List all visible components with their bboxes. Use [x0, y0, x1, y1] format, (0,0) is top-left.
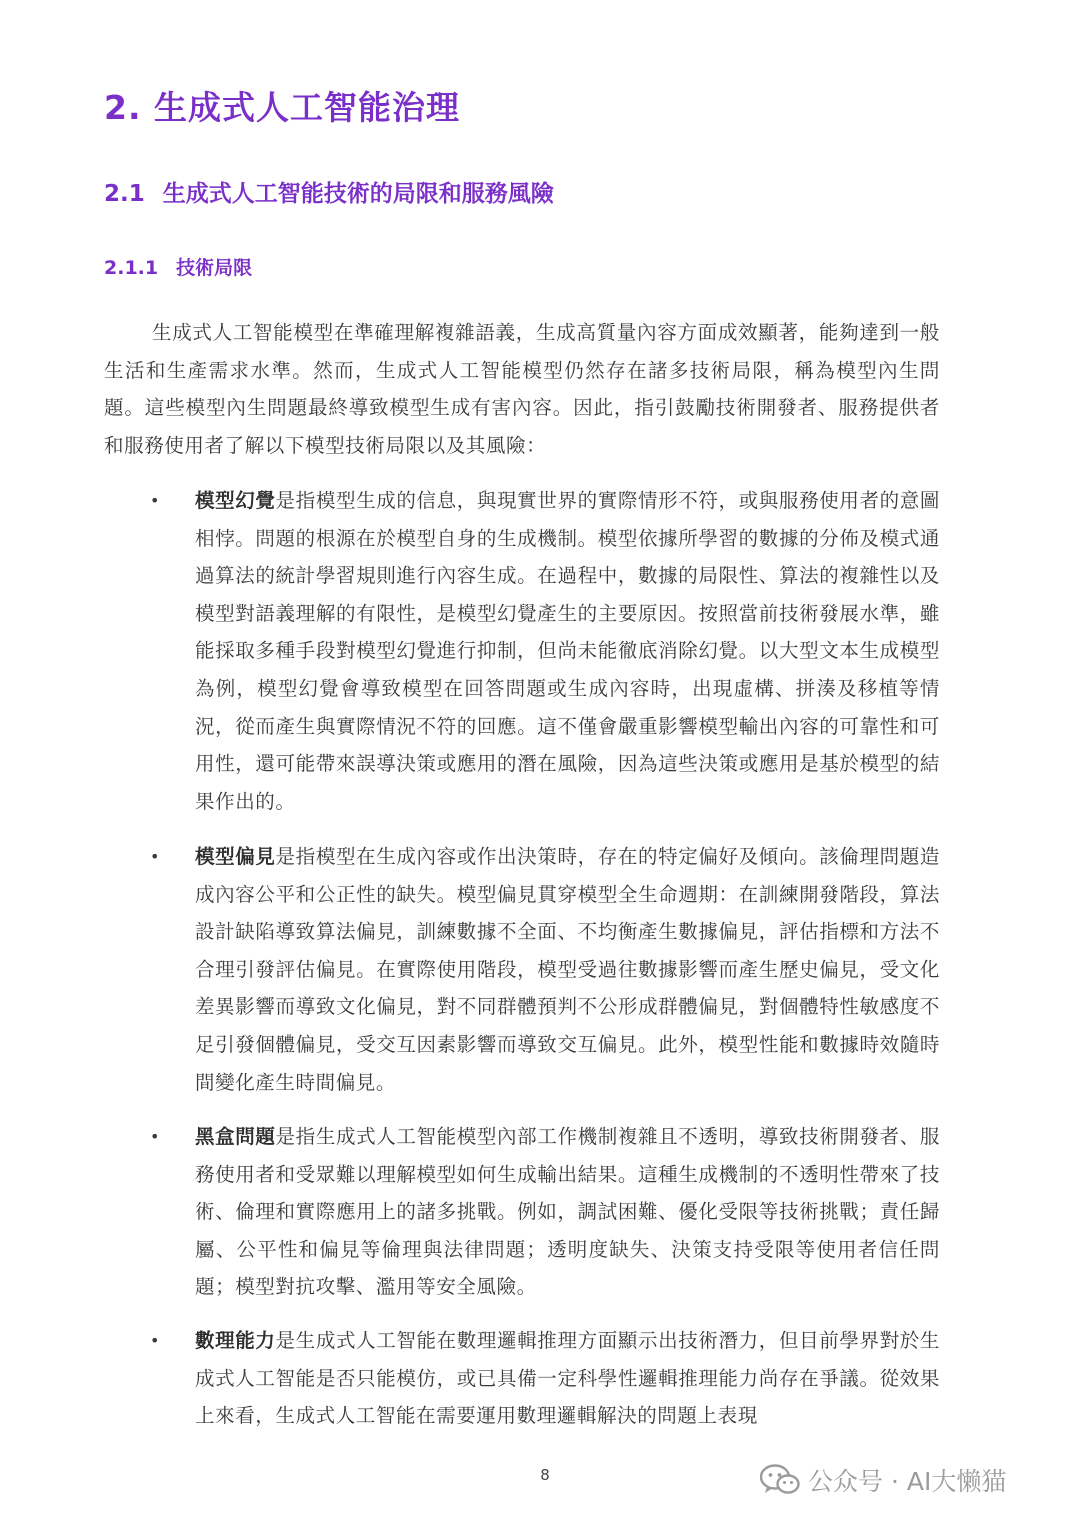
heading-2-title: 生成式人工智能技術的局限和服務風險 [162, 181, 554, 207]
heading-2-number: 2.1 [104, 181, 145, 207]
bullet-term: 模型偏見 [195, 845, 276, 868]
bullet-term: 數理能力 [195, 1329, 276, 1352]
bullet-text: 是指生成式人工智能模型內部工作機制複雜且不透明，導致技術開發者、服務使用者和受眾難以理解模型如何生成輸出結果。這種生成機制的不透明性帶來了技術、倫理和實際應用上的諸多挑戰。例如，調試困難、優化受限等技術挑戰；責任歸屬、公平性和偏見等倫理與法律問題；透明度缺失、決策支持受限等使用者信任問題；模型對抗攻擊、濫用等安全風險。 [195, 1125, 940, 1299]
bullet-term: 黑盒問題 [195, 1125, 276, 1148]
watermark [760, 1458, 1006, 1502]
bullet-item-math-ability [195, 1322, 940, 1435]
section-heading-2 [104, 175, 554, 208]
bullet-dot-icon: • [150, 847, 160, 866]
intro-paragraph: 生成式人工智能模型在準確理解複雜語義，生成高質量內容方面成效顯著，能夠達到一般生活和生產需求水準。然而，生成式人工智能模型仍然存在諸多技術局限，稱為模型內生問題。這些模型內生問題最終導致模型生成有害內容。因此，指引鼓勵技術開發者、服務提供者和服務使用者了解以下模型技術局限以及其風險： [104, 321, 940, 457]
bullet-item-black-box [195, 1118, 940, 1306]
watermark-text: 公众号 · AI大懒猫 [808, 1467, 1007, 1496]
bullet-text: 是生成式人工智能在數理邏輯推理方面顯示出技術潛力，但目前學界對於生成式人工智能是否只能模仿，或已具備一定科學性邏輯推理能力尚存在爭議。從效果上來看，生成式人工智能在需要運用數理邏輯解決的問題上表現 [195, 1329, 940, 1428]
bullet-item-model-bias [195, 838, 940, 1101]
section-heading-1: 2. 生成式人工智能治理 [104, 88, 460, 127]
bullet-item-model-hallucination [195, 482, 940, 820]
heading-3-number: 2.1.1 [104, 257, 159, 279]
heading-3-title: 技術局限 [176, 257, 253, 279]
bullet-dot-icon: • [150, 491, 160, 510]
page-number: 8 [540, 1466, 550, 1484]
bullet-text: 是指模型在生成內容或作出決策時，存在的特定偏好及傾向。該倫理問題造成內容公平和公正性的缺失。模型偏見貫穿模型全生命週期：在訓練開發階段，算法設計缺陷導致算法偏見，訓練數據不全面、不均衡產生數據偏見，評估指標和方法不合理引發評估偏見。在實際使用階段，模型受過往數據影響而產生歷史偏見，受文化差異影響而導致文化偏見，對不同群體預判不公形成群體偏見，對個體特性敏感度不足引發個體偏見，受交互因素影響而導致交互偏見。此外，模型性能和數據時效隨時間變化產生時間偏見。 [195, 845, 940, 1094]
bullet-dot-icon: • [150, 1331, 160, 1350]
bullet-term: 模型幻覺 [195, 489, 276, 512]
bullet-dot-icon: • [150, 1127, 160, 1146]
section-heading-3 [104, 253, 252, 280]
wechat-icon [760, 1463, 800, 1497]
bullet-text: 是指模型生成的信息，與現實世界的實際情形不符，或與服務使用者的意圖相悖。問題的根源在於模型自身的生成機制。模型依據所學習的數據的分佈及模式通過算法的統計學習規則進行內容生成。在過程中，數據的局限性、算法的複雜性以及模型對語義理解的有限性，是模型幻覺產生的主要原因。按照當前技術發展水準，雖能採取多種手段對模型幻覺進行抑制，但尚未能徹底消除幻覺。以大型文本生成模型為例，模型幻覺會導致模型在回答問題或生成內容時，出現虛構、拼湊及移植等情況，從而產生與實際情況不符的回應。這不僅會嚴重影響模型輸出內容的可靠性和可用性，還可能帶來誤導決策或應用的潛在風險，因為這些決策或應用是基於模型的結果作出的。 [195, 489, 940, 813]
